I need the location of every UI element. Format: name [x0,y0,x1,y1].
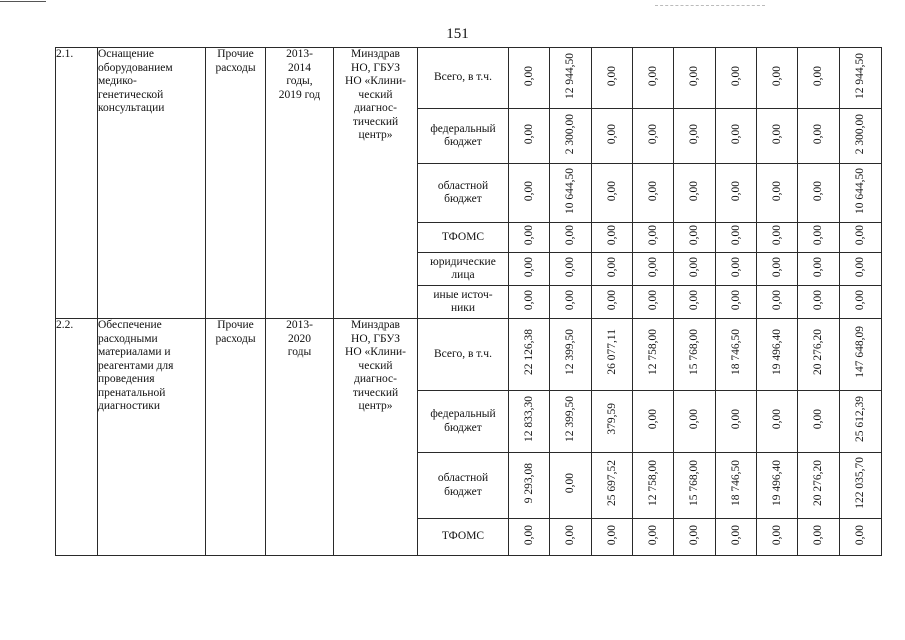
value-text: 25 612,39 [854,396,866,443]
value-text: 0,00 [729,180,742,201]
value-cell [592,109,633,164]
value-cell [633,453,674,519]
page-number: 151 [446,26,469,42]
value-cell [592,519,633,556]
value-text: 19 496,40 [770,460,783,507]
item-name-cell: Обеспечение расходными материалами и реагентами для проведения пренатальной диагностики [98,319,206,556]
funding-source-cell: федеральный бюджет [418,391,509,453]
value-text: 0,00 [522,65,535,86]
value-cell [757,109,798,164]
item-name-cell: Оснащение оборудованием медико- генетической консультации [98,48,206,319]
value-cell [840,48,882,109]
value-text: 2 300,00 [854,113,866,154]
funding-source-cell: Всего, в т.ч. [418,319,509,391]
value-cell [840,286,882,319]
funding-source-cell: областной бюджет [418,164,509,223]
value-cell [509,253,550,286]
value-cell [592,48,633,109]
value-text: 0,00 [729,65,742,86]
value-cell [716,109,757,164]
value-text: 0,00 [854,256,866,277]
value-cell [798,253,840,286]
value-cell [674,286,716,319]
value-cell [798,223,840,253]
value-text: 0,00 [564,473,576,494]
executor-cell: Минздрав НО, ГБУЗ НО «Клини- ческий диагнос- тический центр» [334,319,418,556]
value-text: 0,00 [646,524,659,545]
value-cell [674,109,716,164]
value-cell [509,519,550,556]
value-cell [633,48,674,109]
value-text: 10 644,50 [564,167,576,214]
value-cell [633,391,674,453]
value-cell [550,319,592,391]
value-cell [509,223,550,253]
value-text: 0,00 [688,65,700,86]
value-text: 12 758,00 [646,460,659,507]
value-text: 26 077,11 [605,329,618,376]
value-cell [798,286,840,319]
item-number-cell: 2.1. [56,48,98,319]
value-text: 12 833,30 [522,396,535,443]
value-cell [840,391,882,453]
value-cell [674,253,716,286]
value-text: 12 758,00 [646,329,659,376]
value-text: 2 300,00 [564,113,576,154]
value-text: 0,00 [770,524,783,545]
value-cell [757,223,798,253]
value-text: 0,00 [522,225,535,246]
value-cell [633,319,674,391]
value-text: 0,00 [854,289,866,310]
item-number-cell: 2.2. [56,319,98,556]
value-text: 15 768,00 [688,460,700,507]
value-text: 0,00 [812,409,824,430]
value-text: 379,59 [605,403,618,436]
value-text: 0,00 [729,524,742,545]
value-cell [592,164,633,223]
value-text: 0,00 [646,180,659,201]
value-cell [840,164,882,223]
value-text: 12 944,50 [564,52,576,99]
value-cell [509,48,550,109]
table-row [56,48,882,109]
value-text: 0,00 [770,289,783,310]
value-text: 0,00 [812,225,824,246]
value-text: 0,00 [770,256,783,277]
value-cell [633,164,674,223]
value-text: 0,00 [770,123,783,144]
value-cell [716,223,757,253]
value-cell [592,223,633,253]
value-text: 0,00 [688,409,700,430]
value-cell [633,519,674,556]
value-cell [757,164,798,223]
value-cell [633,253,674,286]
value-text: 0,00 [564,524,576,545]
budget-table-body [56,48,882,556]
value-cell [840,519,882,556]
value-text: 0,00 [770,65,783,86]
value-text: 0,00 [646,123,659,144]
funding-source-cell: областной бюджет [418,453,509,519]
value-cell [550,164,592,223]
value-cell [674,391,716,453]
value-cell [840,319,882,391]
value-cell [633,286,674,319]
value-text: 0,00 [688,256,700,277]
value-text: 0,00 [605,524,618,545]
value-text: 0,00 [729,289,742,310]
value-text: 12 944,50 [854,52,866,99]
value-text: 0,00 [854,225,866,246]
value-cell [674,48,716,109]
value-cell [716,319,757,391]
value-text: 0,00 [729,256,742,277]
value-text: 0,00 [646,289,659,310]
value-cell [757,519,798,556]
value-cell [550,391,592,453]
value-cell [757,253,798,286]
value-cell [550,519,592,556]
value-text: 0,00 [854,524,866,545]
value-text: 0,00 [605,123,618,144]
funding-source-cell: ТФОМС [418,519,509,556]
value-cell [840,453,882,519]
value-cell [716,48,757,109]
value-cell [798,391,840,453]
funding-source-cell: ТФОМС [418,223,509,253]
value-cell [509,391,550,453]
value-cell [592,453,633,519]
value-text: 0,00 [770,409,783,430]
value-cell [798,164,840,223]
value-text: 0,00 [812,180,824,201]
value-text: 0,00 [812,524,824,545]
value-cell [509,319,550,391]
value-text: 0,00 [812,123,824,144]
value-cell [550,48,592,109]
value-cell [633,223,674,253]
value-cell [633,109,674,164]
value-text: 0,00 [522,256,535,277]
value-text: 18 746,50 [729,460,742,507]
value-cell [798,319,840,391]
value-cell [798,453,840,519]
value-text: 0,00 [646,256,659,277]
scan-mark [655,5,765,6]
value-cell [674,223,716,253]
value-cell [798,519,840,556]
value-cell [757,286,798,319]
expense-type-cell: Прочие расходы [206,48,266,319]
value-text: 0,00 [522,123,535,144]
value-text: 0,00 [812,289,824,310]
value-cell [550,253,592,286]
value-text: 0,00 [522,180,535,201]
value-text: 0,00 [729,409,742,430]
value-cell [674,453,716,519]
value-text: 20 276,20 [812,329,824,376]
value-text: 0,00 [688,225,700,246]
value-cell [798,109,840,164]
value-text: 0,00 [605,289,618,310]
value-text: 0,00 [770,225,783,246]
value-text: 0,00 [688,524,700,545]
value-text: 0,00 [688,123,700,144]
value-text: 12 399,50 [564,329,576,376]
value-text: 0,00 [605,225,618,246]
value-cell [509,286,550,319]
value-text: 0,00 [605,256,618,277]
value-text: 0,00 [605,65,618,86]
funding-source-cell: юридические лица [418,253,509,286]
value-cell [550,223,592,253]
years-cell: 2013- 2014 годы, 2019 год [266,48,334,319]
value-cell [840,109,882,164]
funding-source-cell: федеральный бюджет [418,109,509,164]
value-text: 0,00 [729,225,742,246]
value-text: 0,00 [812,65,824,86]
value-text: 10 644,50 [854,167,866,214]
value-text: 0,00 [812,256,824,277]
value-cell [716,164,757,223]
executor-cell: Минздрав НО, ГБУЗ НО «Клини- ческий диагнос- тический центр» [334,48,418,319]
value-text: 0,00 [729,123,742,144]
value-text: 18 746,50 [729,329,742,376]
value-cell [550,286,592,319]
value-text: 122 035,70 [854,457,866,510]
value-cell [550,109,592,164]
value-text: 9 293,08 [522,463,535,504]
value-cell [592,286,633,319]
value-cell [509,109,550,164]
value-cell [716,391,757,453]
value-text: 22 126,38 [522,329,535,376]
value-text: 15 768,00 [688,329,700,376]
value-text: 20 276,20 [812,460,824,507]
value-cell [757,48,798,109]
value-cell [592,319,633,391]
value-cell [509,164,550,223]
value-text: 0,00 [564,256,576,277]
value-text: 0,00 [688,180,700,201]
value-text: 0,00 [770,180,783,201]
expense-type-cell: Прочие расходы [206,319,266,556]
value-text: 0,00 [522,524,535,545]
value-text: 0,00 [646,65,659,86]
value-cell [798,48,840,109]
value-text: 19 496,40 [770,329,783,376]
funding-source-cell: Всего, в т.ч. [418,48,509,109]
value-cell [674,519,716,556]
value-cell [674,164,716,223]
value-cell [757,319,798,391]
value-text: 0,00 [522,289,535,310]
value-cell [509,453,550,519]
value-text: 12 399,50 [564,396,576,443]
value-cell [592,391,633,453]
value-cell [716,253,757,286]
value-cell [716,453,757,519]
table-row [56,319,882,391]
value-cell [550,453,592,519]
value-text: 147 648,09 [854,326,866,379]
value-cell [757,391,798,453]
value-cell [840,253,882,286]
value-text: 25 697,52 [605,460,618,507]
value-text: 0,00 [605,180,618,201]
value-text: 0,00 [564,289,576,310]
budget-table [55,47,882,556]
value-cell [592,253,633,286]
value-cell [716,286,757,319]
value-text: 0,00 [564,225,576,246]
scan-mark [0,1,46,2]
funding-source-cell: иные источ- ники [418,286,509,319]
years-cell: 2013- 2020 годы [266,319,334,556]
value-cell [757,453,798,519]
value-cell [840,223,882,253]
value-cell [674,319,716,391]
value-text: 0,00 [688,289,700,310]
value-text: 0,00 [646,225,659,246]
value-cell [716,519,757,556]
value-text: 0,00 [646,409,659,430]
